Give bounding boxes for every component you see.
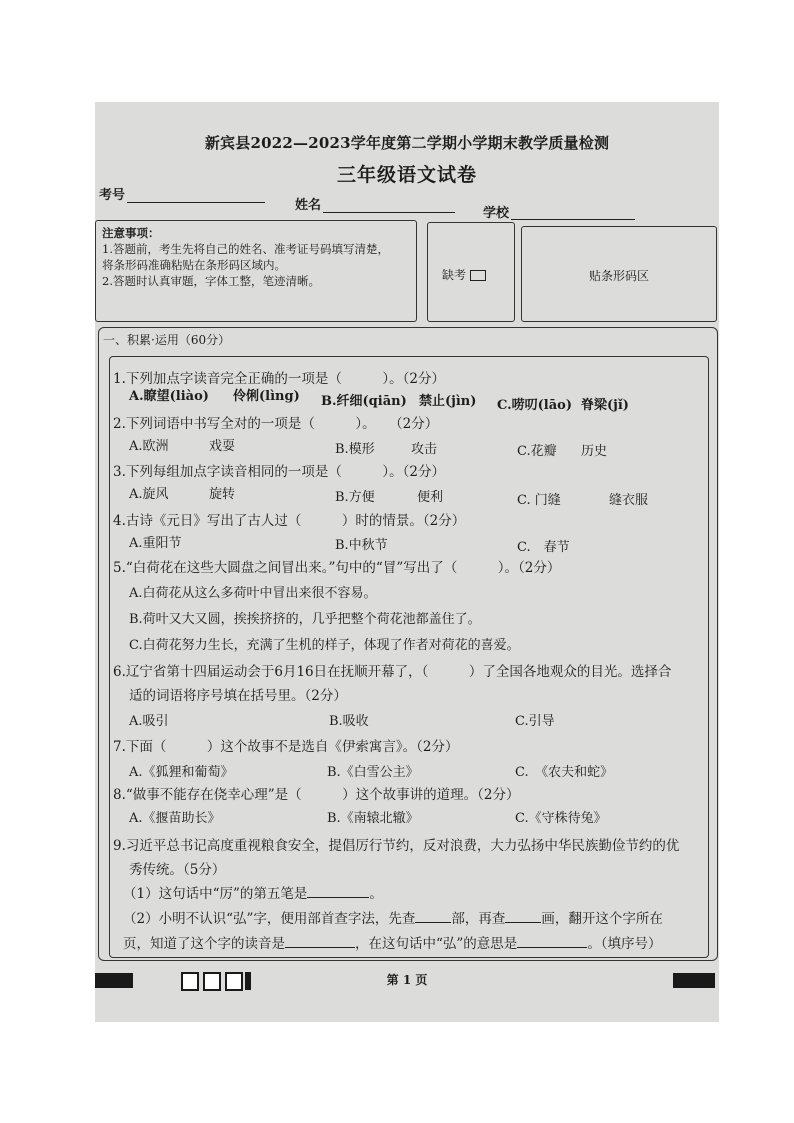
q9-sub1-text: （1）这句话中“厉”的第五笔是 — [123, 886, 308, 902]
q9-sub3-text-c: 。（填序号） — [587, 936, 662, 952]
q2-option-b: B.模形 — [335, 442, 375, 457]
q1-option-b: B.纤细(qiān) — [321, 394, 407, 409]
exam-number-line — [127, 202, 265, 203]
q6-stem-line1: 6.辽宁省第十四届运动会于6月16日在抚顺开幕了，（ ）了全国各地观众的目光。选择合 — [113, 664, 672, 680]
notice-item-1: 1.答题前，考生先将自己的姓名、准考证号码填写清楚，将条形码准确粘贴在条形码区域内。 — [102, 242, 389, 272]
q1-b-word2: 禁止(jìn) — [419, 394, 477, 409]
absent-label: 缺考 — [442, 268, 467, 282]
q6-stem-line2: 适的词语将序号填在括号里。（2分） — [129, 688, 347, 704]
barcode-area-label: 贴条形码区 — [588, 269, 649, 283]
q6-option-c: C.引导 — [515, 714, 555, 729]
q5-option-b: B.荷叶又大又圆，挨挨挤挤的，几乎把整个荷花池都盖住了。 — [129, 612, 481, 627]
notice-heading: 注意事项： — [102, 226, 160, 240]
q5-option-a: A.白荷花从这么多荷叶中冒出来很不容易。 — [129, 586, 377, 601]
school-label: 学校 — [483, 206, 510, 221]
absent-checkbox[interactable] — [470, 270, 486, 281]
q1-stem: 1.下列加点字读音完全正确的一项是（ ）。（2分） — [113, 371, 445, 387]
q2-b-word2: 攻击 — [411, 442, 438, 457]
q6-option-a: A.吸引 — [129, 714, 169, 729]
notice-item-2: 2.答题时认真审题，字体工整，笔迹清晰。 — [102, 274, 320, 288]
absent-mark — [442, 266, 486, 283]
q2-a-word2: 戏耍 — [209, 439, 236, 454]
notice-box — [95, 220, 417, 322]
q1-a-word2: 伶俐(lìng) — [233, 389, 300, 404]
q3-b-word2: 便利 — [417, 490, 444, 505]
q3-option-b: B.方便 — [335, 490, 375, 505]
name-line — [323, 212, 455, 213]
q7-option-b: B.《白雪公主》 — [327, 765, 419, 780]
q9-sub3-text-b: ，在这句话中“弘”的意思是 — [355, 936, 518, 952]
exam-number-label: 考号 — [99, 188, 126, 203]
q1-option-a — [129, 385, 209, 404]
q9-sub2-text-c: 画，翻开这个字所在 — [541, 911, 663, 927]
q4-option-b: B.中秋节 — [335, 538, 388, 553]
q3-option-a: A.旋风 — [129, 487, 169, 502]
q9-sub1-blank[interactable] — [307, 885, 369, 898]
q8-option-a: A.《揠苗助长》 — [129, 811, 221, 826]
q1-c-word2: 脊梁(jǐ) — [581, 398, 629, 413]
school-line — [511, 219, 635, 220]
q5-stem: 5.“白荷花在这些大圆盘之间冒出来。”句中的“冒”写出了（ ）。（2分） — [113, 560, 561, 576]
q4-option-a: A.重阳节 — [129, 536, 182, 551]
q1-a-text: A.瞭望(liào) — [129, 389, 209, 404]
q7-option-a: A.《狐狸和葡萄》 — [129, 765, 234, 780]
exam-subtitle: 三年级语文试卷 — [336, 164, 477, 186]
q9-sub2 — [123, 907, 663, 927]
q3-a-word2: 旋转 — [209, 487, 236, 502]
q1-option-c: C.唠叨(lāo) — [497, 398, 572, 413]
q9-sub3-text-a: 页，知道了这个字的读音是 — [123, 936, 285, 952]
q9-radical-blank[interactable] — [415, 910, 451, 923]
q2-option-c: C.花瓣 — [517, 444, 557, 459]
q9-stem-line2: 秀传统。（5分） — [129, 862, 226, 878]
q7-stem: 7.下面（ ）这个故事不是选自《伊索寓言》。（2分） — [113, 739, 459, 755]
alignment-mark-right — [673, 973, 715, 988]
q8-option-b: B.《南辕北辙》 — [327, 811, 419, 826]
name-label: 姓名 — [295, 198, 322, 213]
q9-meaning-blank[interactable] — [517, 935, 587, 948]
page-number: 第 1 页 — [386, 973, 428, 987]
q9-sub2-text-b: 部，再查 — [451, 911, 506, 927]
q9-sub1: （1）这句话中“厉”的第五笔是 。 — [123, 886, 383, 902]
q2-c-word2: 历史 — [581, 444, 608, 459]
q9-pronunciation-blank[interactable] — [285, 935, 355, 948]
q8-option-c: C.《守株待兔》 — [515, 811, 607, 826]
exam-paper — [95, 102, 719, 1022]
q4-option-c: C. 春节 — [517, 540, 570, 555]
q8-stem: 8.“做事不能存在侥幸心理”是（ ）这个故事讲的道理。（2分） — [113, 787, 520, 803]
barcode-area — [521, 226, 717, 322]
q3-stem: 3.下列每组加点字读音相同的一项是（ ）。（2分） — [113, 464, 445, 480]
q9-strokes-blank[interactable] — [505, 910, 541, 923]
q6-option-b: B.吸收 — [329, 714, 369, 729]
q3-option-c: C. 门缝 — [517, 493, 561, 508]
q2-stem: 2.下列词语中书写全对的一项是（ ）。 （2分） — [113, 416, 439, 432]
absent-box — [427, 222, 515, 322]
q9-sub3 — [123, 932, 662, 952]
q3-c-word2: 缝衣服 — [609, 493, 649, 508]
q4-stem: 4.古诗《元日》写出了古人过（ ）时的情景。（2分） — [113, 513, 466, 529]
exam-title: 新宾县2022—2023学年度第二学期小学期末教学质量检测 — [204, 134, 610, 152]
section-title: 一、积累·运用（60分） — [103, 333, 231, 347]
q9-stem-line1: 9.习近平总书记高度重视粮食安全，提倡厉行节约，反对浪费，大力弘扬中华民族勤俭节约的优 — [113, 838, 680, 854]
q5-option-c: C.白荷花努力生长，充满了生机的样子，体现了作者对荷花的喜爱。 — [129, 638, 520, 653]
q9-sub2-text-a: （2）小明不认识“弘”字，便用部首查字法，先查 — [123, 911, 416, 927]
q2-option-a: A.欧洲 — [129, 439, 169, 454]
q7-option-c: C. 《农夫和蛇》 — [515, 765, 614, 780]
